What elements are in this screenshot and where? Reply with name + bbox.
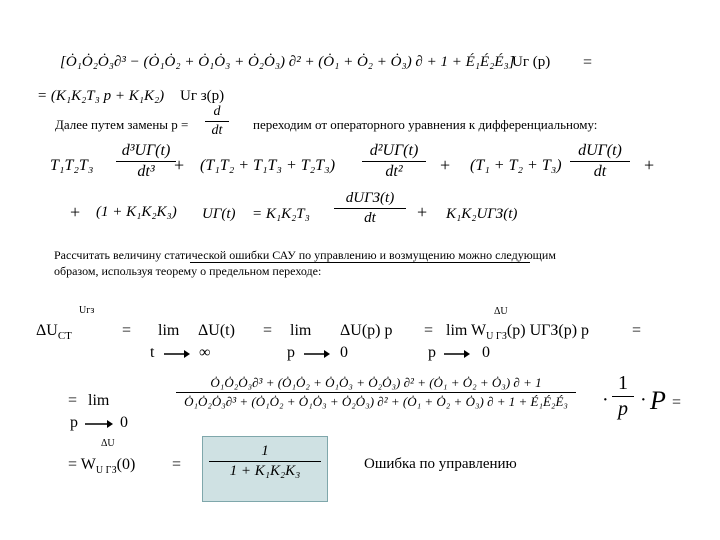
lim-du-p: ΔU(p) p [340, 322, 393, 339]
lim-delta-u-sub: CT [57, 330, 72, 343]
result-box [202, 436, 328, 502]
de-d1-bar [570, 161, 630, 162]
de-d3-num: d³UΓ(t) [121, 142, 171, 159]
w-final-main: = W [68, 456, 96, 473]
replace-fraction [205, 104, 229, 139]
line2-ug: Uг з(p) [180, 88, 225, 104]
result-fraction-num: 1 [261, 443, 269, 459]
dot-2: · [640, 389, 647, 411]
w-final-rest: (0) [116, 456, 136, 473]
lim2-word: lim [88, 392, 110, 409]
de2-plus: + [417, 202, 428, 222]
big-fraction-num: Ȯ₁Ȯ₂Ȯ₃∂³ + (Ȯ₁Ȯ₂ + Ȯ₁Ȯ₃ + Ȯ₂Ȯ₃) ∂² + (Ȯ₁ + Ȯ₂ + Ȯ₃) ∂ + 1 [210, 375, 542, 390]
de2-plus-lead: + [70, 202, 81, 222]
de-d3-den: dt³ [137, 163, 155, 180]
de2-last: K₁K₂UΓЗ(t) [446, 206, 518, 222]
de-d2-den: dt² [385, 163, 403, 180]
de2-dug-num: dUΓЗ(t) [345, 190, 395, 206]
lim-sub-zero-1: 0 [340, 344, 348, 361]
w-du-superscript: ΔU [101, 438, 115, 449]
p-big: P [650, 386, 666, 415]
calc-text-line-2: образом, используя теорему о предельном переходе: [54, 264, 322, 278]
result-fraction [209, 443, 321, 480]
de-t123: T₁T₂T₃ [50, 157, 94, 174]
lim-delta-u [36, 322, 72, 342]
error-label: Ошибка по управлению [364, 456, 517, 472]
de2-rhs: = K₁K₂T₃ [252, 206, 310, 222]
lim-arrow-2 [304, 349, 330, 359]
replace-frac-bar [205, 121, 229, 122]
de-d2-num: d²UΓ(t) [369, 142, 419, 159]
lim2-zero: 0 [120, 414, 128, 431]
de-d1-fraction [570, 142, 630, 181]
replace-frac-den: dt [211, 123, 223, 138]
lim-w-main: lim W [446, 322, 487, 339]
de2-dug-bar [334, 208, 406, 209]
lim-w-sub: U ГЗ [486, 331, 507, 343]
lim2-p: p [70, 414, 78, 431]
de-d1-den: dt [593, 163, 607, 180]
lim-w [446, 322, 589, 342]
lim-sub-p-2: p [428, 344, 436, 361]
lim-sub-p-1: p [287, 344, 295, 361]
one-over-p [612, 372, 634, 421]
lim-sub-inf: ∞ [199, 344, 211, 361]
de-plus-3: + [644, 155, 655, 175]
lim-sub-zero-2: 0 [482, 344, 490, 361]
de2-dug-den: dt [364, 210, 376, 226]
de-d3-bar [116, 161, 176, 162]
lim2-arrow [85, 419, 113, 429]
lim-du-t: ΔU(t) [198, 322, 235, 339]
lim-arrow-3 [444, 349, 470, 359]
de-plus-2: + [440, 155, 451, 175]
big-fraction-den: Ȯ₁Ȯ₂Ȯ₃∂³ + (Ȯ₁Ȯ₂ + Ȯ₁Ȯ₃ + Ȯ₂Ȯ₃) ∂² + (Ȯ₁ + Ȯ₂ + Ȯ₃) ∂ + 1 + É₁É₂É₃ [184, 394, 568, 409]
lim-equals-1: = [122, 322, 132, 339]
lim-equals-4: = [632, 322, 642, 339]
lim-delta-u-main: ΔU [36, 322, 58, 339]
de2-coef0: (1 + K₁K₂K₃) [96, 204, 177, 220]
line2-expression: = (K₁K₂T₃ p + K₁K₂) [37, 88, 165, 104]
big-fraction-bar [176, 392, 576, 393]
de-d3-fraction [116, 142, 176, 181]
one-over-p-num: 1 [618, 372, 628, 394]
one-over-p-bar [612, 396, 634, 397]
lim-word-1: lim [158, 322, 180, 339]
result-fraction-den: 1 + K₁K₂K₃ [229, 463, 301, 479]
replace-frac-num: d [213, 104, 221, 119]
lim-word-2: lim [290, 322, 312, 339]
transition-text: переходим от операторного уравнения к дифференциальному: [253, 117, 598, 132]
de-coef1: (T₁ + T₂ + T₃) [470, 157, 562, 174]
de-coef2: (T₁T₂ + T₁T₃ + T₂T₃) [200, 157, 336, 174]
w-final-sub: U ГЗ [95, 465, 117, 477]
line1-expression: [Ȯ₁Ȯ₂Ȯ₃∂³ − (Ȯ₁Ȯ₂ + Ȯ₁Ȯ₃ + Ȯ₂Ȯ₃) ∂² + (Ȯ₁ + Ȯ₂ + Ȯ₃) ∂ + 1 + É₁É₂É₃] [60, 54, 515, 70]
lim-sub-t: t [150, 344, 155, 361]
line1-equals: = [583, 54, 593, 71]
calc-text-underline [190, 262, 530, 263]
lim-arrow-1 [164, 349, 190, 359]
de-plus-1: + [174, 155, 185, 175]
line1-ug: Uг (p) [512, 54, 551, 70]
one-over-p-den: p [618, 398, 628, 420]
replace-label: Далее путем замены p = [55, 117, 189, 132]
w-equals: = [172, 456, 182, 473]
w-final [68, 456, 135, 476]
calc-text-line-1: Рассчитать величину статической ошибки САУ по управлению и возмущению можно следующим [54, 248, 556, 262]
de2-dug-fraction [334, 190, 406, 227]
lim-ug-superscript: Uгз [79, 305, 95, 316]
lim-du-superscript: ΔU [494, 306, 508, 317]
dot-1: · [602, 389, 609, 411]
de2-ug: UΓ(t) [202, 206, 236, 222]
lim-w-rest: (p) UΓЗ(p) p [506, 322, 590, 339]
result-fraction-bar [209, 461, 321, 462]
p-equals: = [672, 394, 682, 411]
de-d1-num: dUΓ(t) [578, 142, 622, 159]
de-d2-bar [362, 161, 426, 162]
big-fraction [176, 375, 576, 410]
lim-equals-2: = [263, 322, 273, 339]
lim2-equals: = [68, 392, 78, 409]
lim-equals-3: = [424, 322, 434, 339]
de-d2-fraction [362, 142, 426, 181]
